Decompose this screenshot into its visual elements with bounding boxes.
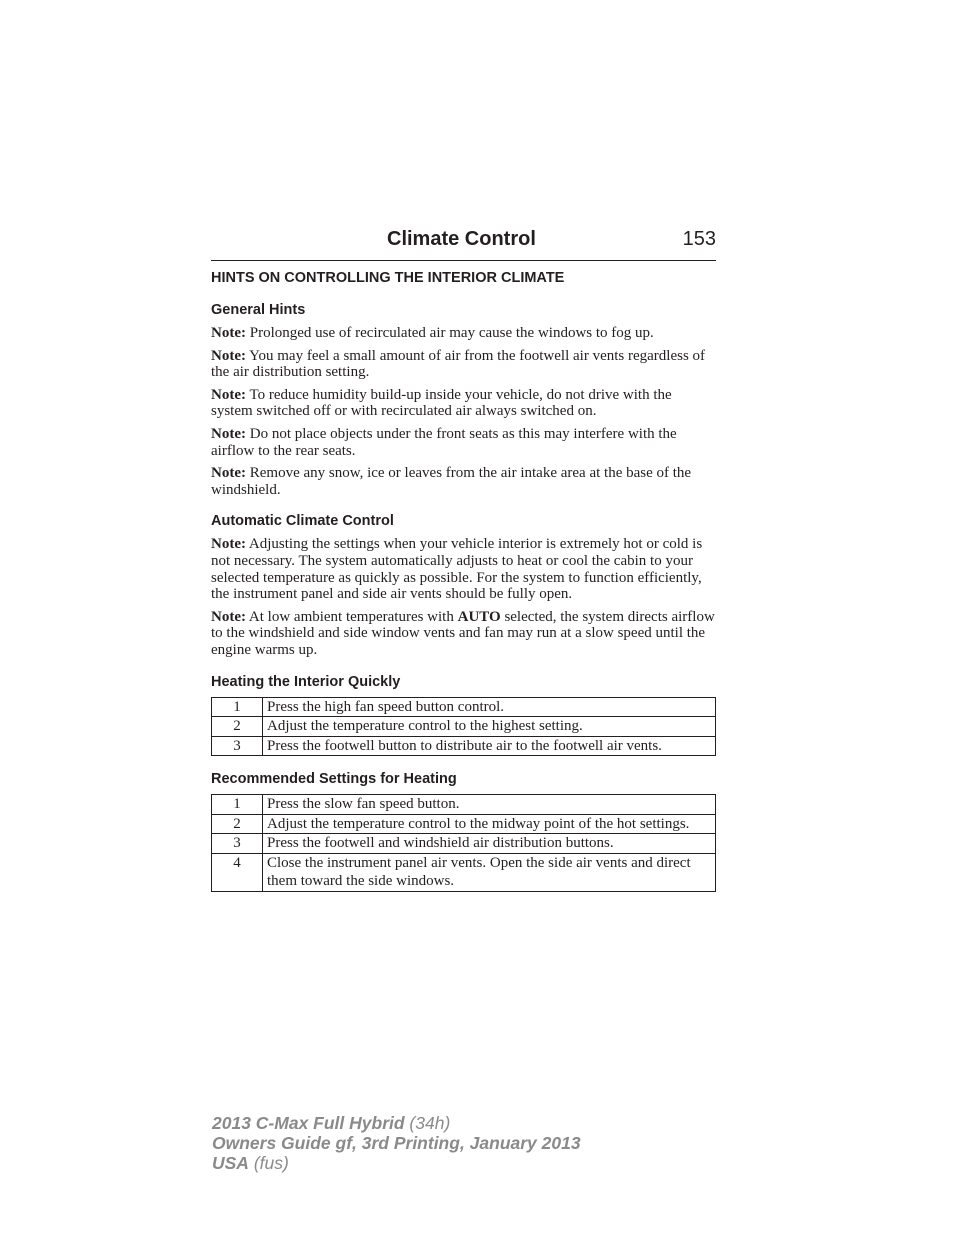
note-text: Do not place objects under the front seats as this may interfere with the airflow to the rear seats. [211,425,677,459]
section-title: HINTS ON CONTROLLING THE INTERIOR CLIMATE [211,270,565,286]
step-number: 1 [212,795,263,815]
step-number: 2 [212,814,263,834]
general-hints-heading: General Hints [211,302,306,318]
page-header [211,228,716,261]
heating-quickly-heading: Heating the Interior Quickly [211,673,401,690]
step-text: Adjust the temperature control to the midway point of the hot settings. [263,814,716,834]
note-paragraph [211,348,716,381]
automatic-climate-heading: Automatic Climate Control [211,513,394,530]
table-row [212,853,716,891]
table-row [212,795,716,815]
footer-line [212,1153,581,1173]
note-label: Note: [211,425,246,442]
note-label: Note: [211,347,246,364]
note-label: Note: [211,608,246,625]
page-footer [212,1113,581,1173]
note-label: Note: [211,465,246,482]
step-text: Press the footwell and windshield air distribution buttons. [263,834,716,854]
note-text: To reduce humidity build-up inside your vehicle, do not drive with the system switched off or with recirculated air always switched on. [211,386,672,420]
auto-keyword: AUTO [457,608,501,625]
table-row [212,736,716,756]
step-text: Press the slow fan speed button. [263,795,716,815]
note-paragraph [211,387,716,420]
footer-edition: Owners Guide gf, 3rd Printing, January 2013 [212,1133,581,1153]
table-row [212,834,716,854]
recommended-heating-heading: Recommended Settings for Heating [211,771,457,787]
heating-quickly-table [211,697,716,757]
step-number: 3 [212,834,263,854]
note-text: At low ambient temperatures with [245,608,458,625]
step-number: 2 [212,717,263,737]
step-text: Press the footwell button to distribute air to the footwell air vents. [263,736,716,756]
footer-model: 2013 C-Max Full Hybrid [212,1113,405,1133]
manual-page [211,228,716,892]
recommended-heating-table [211,794,716,892]
note-text: You may feel a small amount of air from the footwell air vents regardless of the air distribution setting. [211,347,706,381]
note-paragraph [211,609,716,659]
note-paragraph [211,465,716,498]
footer-line [212,1113,581,1133]
step-number: 3 [212,736,263,756]
note-paragraph [211,325,716,342]
step-number: 4 [212,853,263,891]
note-paragraph [211,536,716,602]
table-row [212,717,716,737]
footer-code: (34h) [404,1113,451,1133]
table-row [212,697,716,717]
footer-code: (fus) [248,1153,289,1173]
step-number: 1 [212,697,263,717]
chapter-title: Climate Control [387,228,536,250]
note-text: Remove any snow, ice or leaves from the air intake area at the base of the windshield. [211,465,692,498]
note-label: Note: [211,386,246,403]
step-text: Adjust the temperature control to the highest setting. [263,717,716,737]
note-text: Adjusting the settings when your vehicle interior is extremely hot or cold is not necessary. The system automatically adjusts to heat or cool the cabin to your selected temperature as quickly as possible. For the system to function efficiently, the instrument panel and side air vents should be fully open. [211,536,703,603]
page-number: 153 [682,228,716,250]
note-label: Note: [211,325,246,341]
note-text: selected, the system directs airflow to the windshield and side window vents and fan may run at a slow speed until the engine warms up. [211,608,715,658]
step-text: Press the high fan speed button control. [263,697,716,717]
note-label: Note: [211,536,246,553]
footer-line [212,1133,581,1153]
footer-market: USA [212,1153,249,1173]
table-row [212,814,716,834]
step-text: Close the instrument panel air vents. Open the side air vents and direct them toward the side windows. [263,853,716,891]
note-text: Prolonged use of recirculated air may cause the windows to fog up. [245,325,654,341]
note-paragraph [211,426,716,459]
